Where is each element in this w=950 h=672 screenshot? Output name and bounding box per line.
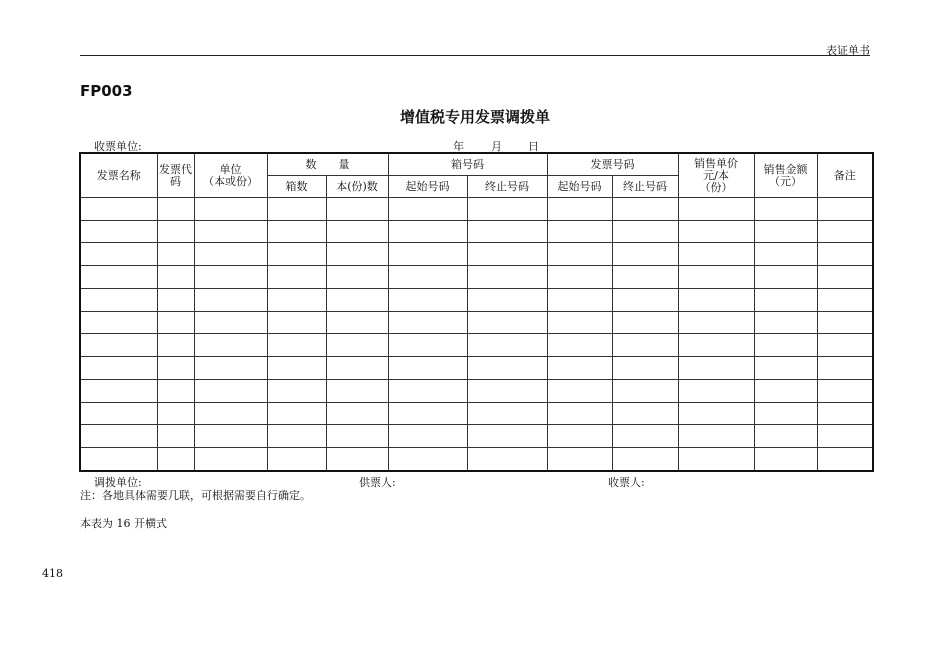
table-cell[interactable] [194, 357, 267, 380]
table-row [80, 357, 873, 380]
table-cell[interactable] [754, 379, 817, 402]
table-cell[interactable] [326, 357, 388, 380]
table-cell[interactable] [80, 402, 157, 425]
table-cell[interactable] [194, 402, 267, 425]
table-cell[interactable] [157, 379, 194, 402]
header-invoice-code: 发票代码 [157, 153, 194, 198]
table-cell[interactable] [194, 243, 267, 266]
table-row [80, 243, 873, 266]
table-cell[interactable] [754, 243, 817, 266]
table-cell[interactable] [194, 311, 267, 334]
supplier-label: 供票人: [359, 476, 396, 489]
table-cell[interactable] [267, 311, 326, 334]
table-cell[interactable] [547, 334, 612, 357]
table-cell[interactable] [267, 402, 326, 425]
table-cell[interactable] [80, 425, 157, 448]
table-cell[interactable] [547, 198, 612, 221]
table-cell[interactable] [467, 288, 547, 311]
table-cell[interactable] [467, 357, 547, 380]
table-cell[interactable] [678, 425, 754, 448]
table-cell[interactable] [547, 288, 612, 311]
table-cell[interactable] [467, 198, 547, 221]
table-row [80, 402, 873, 425]
table-cell[interactable] [326, 402, 388, 425]
table-cell[interactable] [754, 448, 817, 471]
table-cell[interactable] [194, 220, 267, 243]
table-cell[interactable] [678, 379, 754, 402]
table-cell[interactable] [267, 243, 326, 266]
table-cell[interactable] [157, 198, 194, 221]
table-cell[interactable] [547, 311, 612, 334]
table-cell[interactable] [754, 288, 817, 311]
header-amount: 销售金额 （元） [754, 153, 817, 198]
table-cell[interactable] [267, 379, 326, 402]
table-cell[interactable] [612, 334, 678, 357]
table-cell[interactable] [326, 220, 388, 243]
header-rule [80, 55, 870, 56]
table-cell[interactable] [194, 448, 267, 471]
table-cell[interactable] [467, 425, 547, 448]
table-cell[interactable] [754, 357, 817, 380]
invoice-transfer-table [79, 152, 874, 472]
table-cell[interactable] [388, 379, 467, 402]
table-row [80, 311, 873, 334]
table-cell[interactable] [80, 448, 157, 471]
table-cell[interactable] [267, 448, 326, 471]
table-cell[interactable] [157, 425, 194, 448]
table-cell[interactable] [326, 198, 388, 221]
table-cell[interactable] [80, 334, 157, 357]
table-cell[interactable] [817, 220, 873, 243]
table-cell[interactable] [612, 311, 678, 334]
table-cell[interactable] [80, 198, 157, 221]
table-cell[interactable] [612, 288, 678, 311]
table-cell[interactable] [467, 379, 547, 402]
table-cell[interactable] [467, 266, 547, 289]
table-cell[interactable] [326, 311, 388, 334]
table-cell[interactable] [157, 311, 194, 334]
table-cell[interactable] [80, 379, 157, 402]
header-box-end: 终止号码 [467, 176, 547, 198]
table-cell[interactable] [326, 243, 388, 266]
table-cell[interactable] [467, 311, 547, 334]
table-cell[interactable] [678, 198, 754, 221]
table-cell[interactable] [80, 357, 157, 380]
table-cell[interactable] [326, 266, 388, 289]
table-cell[interactable] [194, 425, 267, 448]
form-title: 增值税专用发票调拨单 [399, 108, 550, 126]
header-unit-price: 销售单价 元/本 （份） [678, 153, 754, 198]
header-quantity-copies: 本(份)数 [326, 176, 388, 198]
table-cell[interactable] [754, 266, 817, 289]
table-cell[interactable] [612, 220, 678, 243]
day-label: 日 [528, 140, 539, 153]
table-cell[interactable] [267, 357, 326, 380]
table-cell[interactable] [754, 425, 817, 448]
table-cell[interactable] [388, 198, 467, 221]
header-invoice-number: 发票号码 [547, 153, 678, 176]
table-cell[interactable] [194, 288, 267, 311]
table-cell[interactable] [817, 243, 873, 266]
table-cell[interactable] [388, 243, 467, 266]
table-cell[interactable] [80, 266, 157, 289]
table-row [80, 198, 873, 221]
table-cell[interactable] [754, 402, 817, 425]
table-cell[interactable] [388, 425, 467, 448]
table-cell[interactable] [194, 198, 267, 221]
table-cell[interactable] [326, 288, 388, 311]
header-box-start: 起始号码 [388, 176, 467, 198]
header-box-number: 箱号码 [388, 153, 547, 176]
table-cell[interactable] [267, 288, 326, 311]
table-cell[interactable] [157, 357, 194, 380]
table-row [80, 334, 873, 357]
table-row [80, 448, 873, 471]
table-cell[interactable] [678, 220, 754, 243]
form-code: FP003 [80, 82, 133, 100]
table-cell[interactable] [817, 288, 873, 311]
format-note: 本表为 16 开横式 [80, 517, 167, 530]
table-cell[interactable] [388, 448, 467, 471]
table-cell[interactable] [267, 334, 326, 357]
table-cell[interactable] [157, 243, 194, 266]
table-cell[interactable] [612, 266, 678, 289]
table-cell[interactable] [157, 334, 194, 357]
table-cell[interactable] [267, 266, 326, 289]
table-cell[interactable] [547, 402, 612, 425]
table-cell[interactable] [678, 243, 754, 266]
table-cell[interactable] [267, 198, 326, 221]
table-cell[interactable] [326, 334, 388, 357]
table-cell[interactable] [194, 266, 267, 289]
table-cell[interactable] [612, 402, 678, 425]
table-cell[interactable] [388, 357, 467, 380]
table-cell[interactable] [80, 243, 157, 266]
table-cell[interactable] [678, 448, 754, 471]
table-cell[interactable] [612, 357, 678, 380]
month-label: 月 [491, 140, 502, 153]
table-cell[interactable] [754, 334, 817, 357]
table-cell[interactable] [612, 448, 678, 471]
table-cell[interactable] [388, 220, 467, 243]
table-cell[interactable] [612, 379, 678, 402]
table-cell[interactable] [326, 448, 388, 471]
table-row [80, 425, 873, 448]
table-cell[interactable] [754, 311, 817, 334]
table-cell[interactable] [267, 425, 326, 448]
table-cell[interactable] [157, 266, 194, 289]
table-cell[interactable] [157, 402, 194, 425]
table-cell[interactable] [467, 448, 547, 471]
table-cell[interactable] [388, 288, 467, 311]
table-row [80, 266, 873, 289]
copies-note: 注：各地具体需要几联，可根据需要自行确定。 [80, 489, 311, 502]
table-cell[interactable] [817, 334, 873, 357]
table-cell[interactable] [817, 379, 873, 402]
receiver-label: 收票人: [608, 476, 645, 489]
receiver-unit-label: 收票单位: [94, 140, 142, 153]
table-cell[interactable] [678, 402, 754, 425]
table-cell[interactable] [754, 198, 817, 221]
table-row [80, 220, 873, 243]
header-invoice-name: 发票名称 [80, 153, 157, 198]
table-cell[interactable] [388, 402, 467, 425]
transfer-unit-label: 调拨单位: [94, 476, 142, 489]
table-row [80, 379, 873, 402]
table-cell[interactable] [547, 357, 612, 380]
page-number: 418 [42, 567, 63, 580]
header-quantity-boxes: 箱数 [267, 176, 326, 198]
table-cell[interactable] [612, 198, 678, 221]
table-cell[interactable] [754, 220, 817, 243]
table-cell[interactable] [547, 266, 612, 289]
table-cell[interactable] [817, 266, 873, 289]
table-cell[interactable] [467, 334, 547, 357]
table-cell[interactable] [467, 402, 547, 425]
table-cell[interactable] [388, 266, 467, 289]
table-cell[interactable] [817, 448, 873, 471]
table-cell[interactable] [547, 425, 612, 448]
table-cell[interactable] [194, 379, 267, 402]
header-category: 表证单书 [826, 44, 870, 57]
header-quantity: 数 量 [267, 153, 388, 176]
table-cell[interactable] [678, 266, 754, 289]
table-cell[interactable] [267, 220, 326, 243]
table-cell[interactable] [547, 220, 612, 243]
table-cell[interactable] [80, 288, 157, 311]
header-remarks: 备注 [817, 153, 873, 198]
table-cell[interactable] [547, 243, 612, 266]
table-cell[interactable] [678, 311, 754, 334]
table-cell[interactable] [80, 220, 157, 243]
table-cell[interactable] [612, 425, 678, 448]
table-cell[interactable] [817, 198, 873, 221]
table-cell[interactable] [547, 448, 612, 471]
header-invoice-start: 起始号码 [547, 176, 612, 198]
table-cell[interactable] [817, 311, 873, 334]
table-body [80, 198, 873, 472]
table-cell[interactable] [678, 288, 754, 311]
table-cell[interactable] [80, 311, 157, 334]
table-cell[interactable] [467, 243, 547, 266]
table-cell[interactable] [157, 448, 194, 471]
table-cell[interactable] [678, 334, 754, 357]
table-cell[interactable] [194, 334, 267, 357]
table-cell[interactable] [326, 379, 388, 402]
table-cell[interactable] [157, 220, 194, 243]
table-cell[interactable] [547, 379, 612, 402]
table-row [80, 288, 873, 311]
header-unit: 单位 （本或份） [194, 153, 267, 198]
table-cell[interactable] [326, 425, 388, 448]
year-label: 年 [453, 140, 464, 153]
table-cell[interactable] [612, 243, 678, 266]
table-cell[interactable] [678, 357, 754, 380]
table-cell[interactable] [817, 402, 873, 425]
table-cell[interactable] [388, 334, 467, 357]
table-cell[interactable] [817, 425, 873, 448]
table-cell[interactable] [467, 220, 547, 243]
header-invoice-end: 终止号码 [612, 176, 678, 198]
table-cell[interactable] [157, 288, 194, 311]
table-cell[interactable] [817, 357, 873, 380]
table-cell[interactable] [388, 311, 467, 334]
